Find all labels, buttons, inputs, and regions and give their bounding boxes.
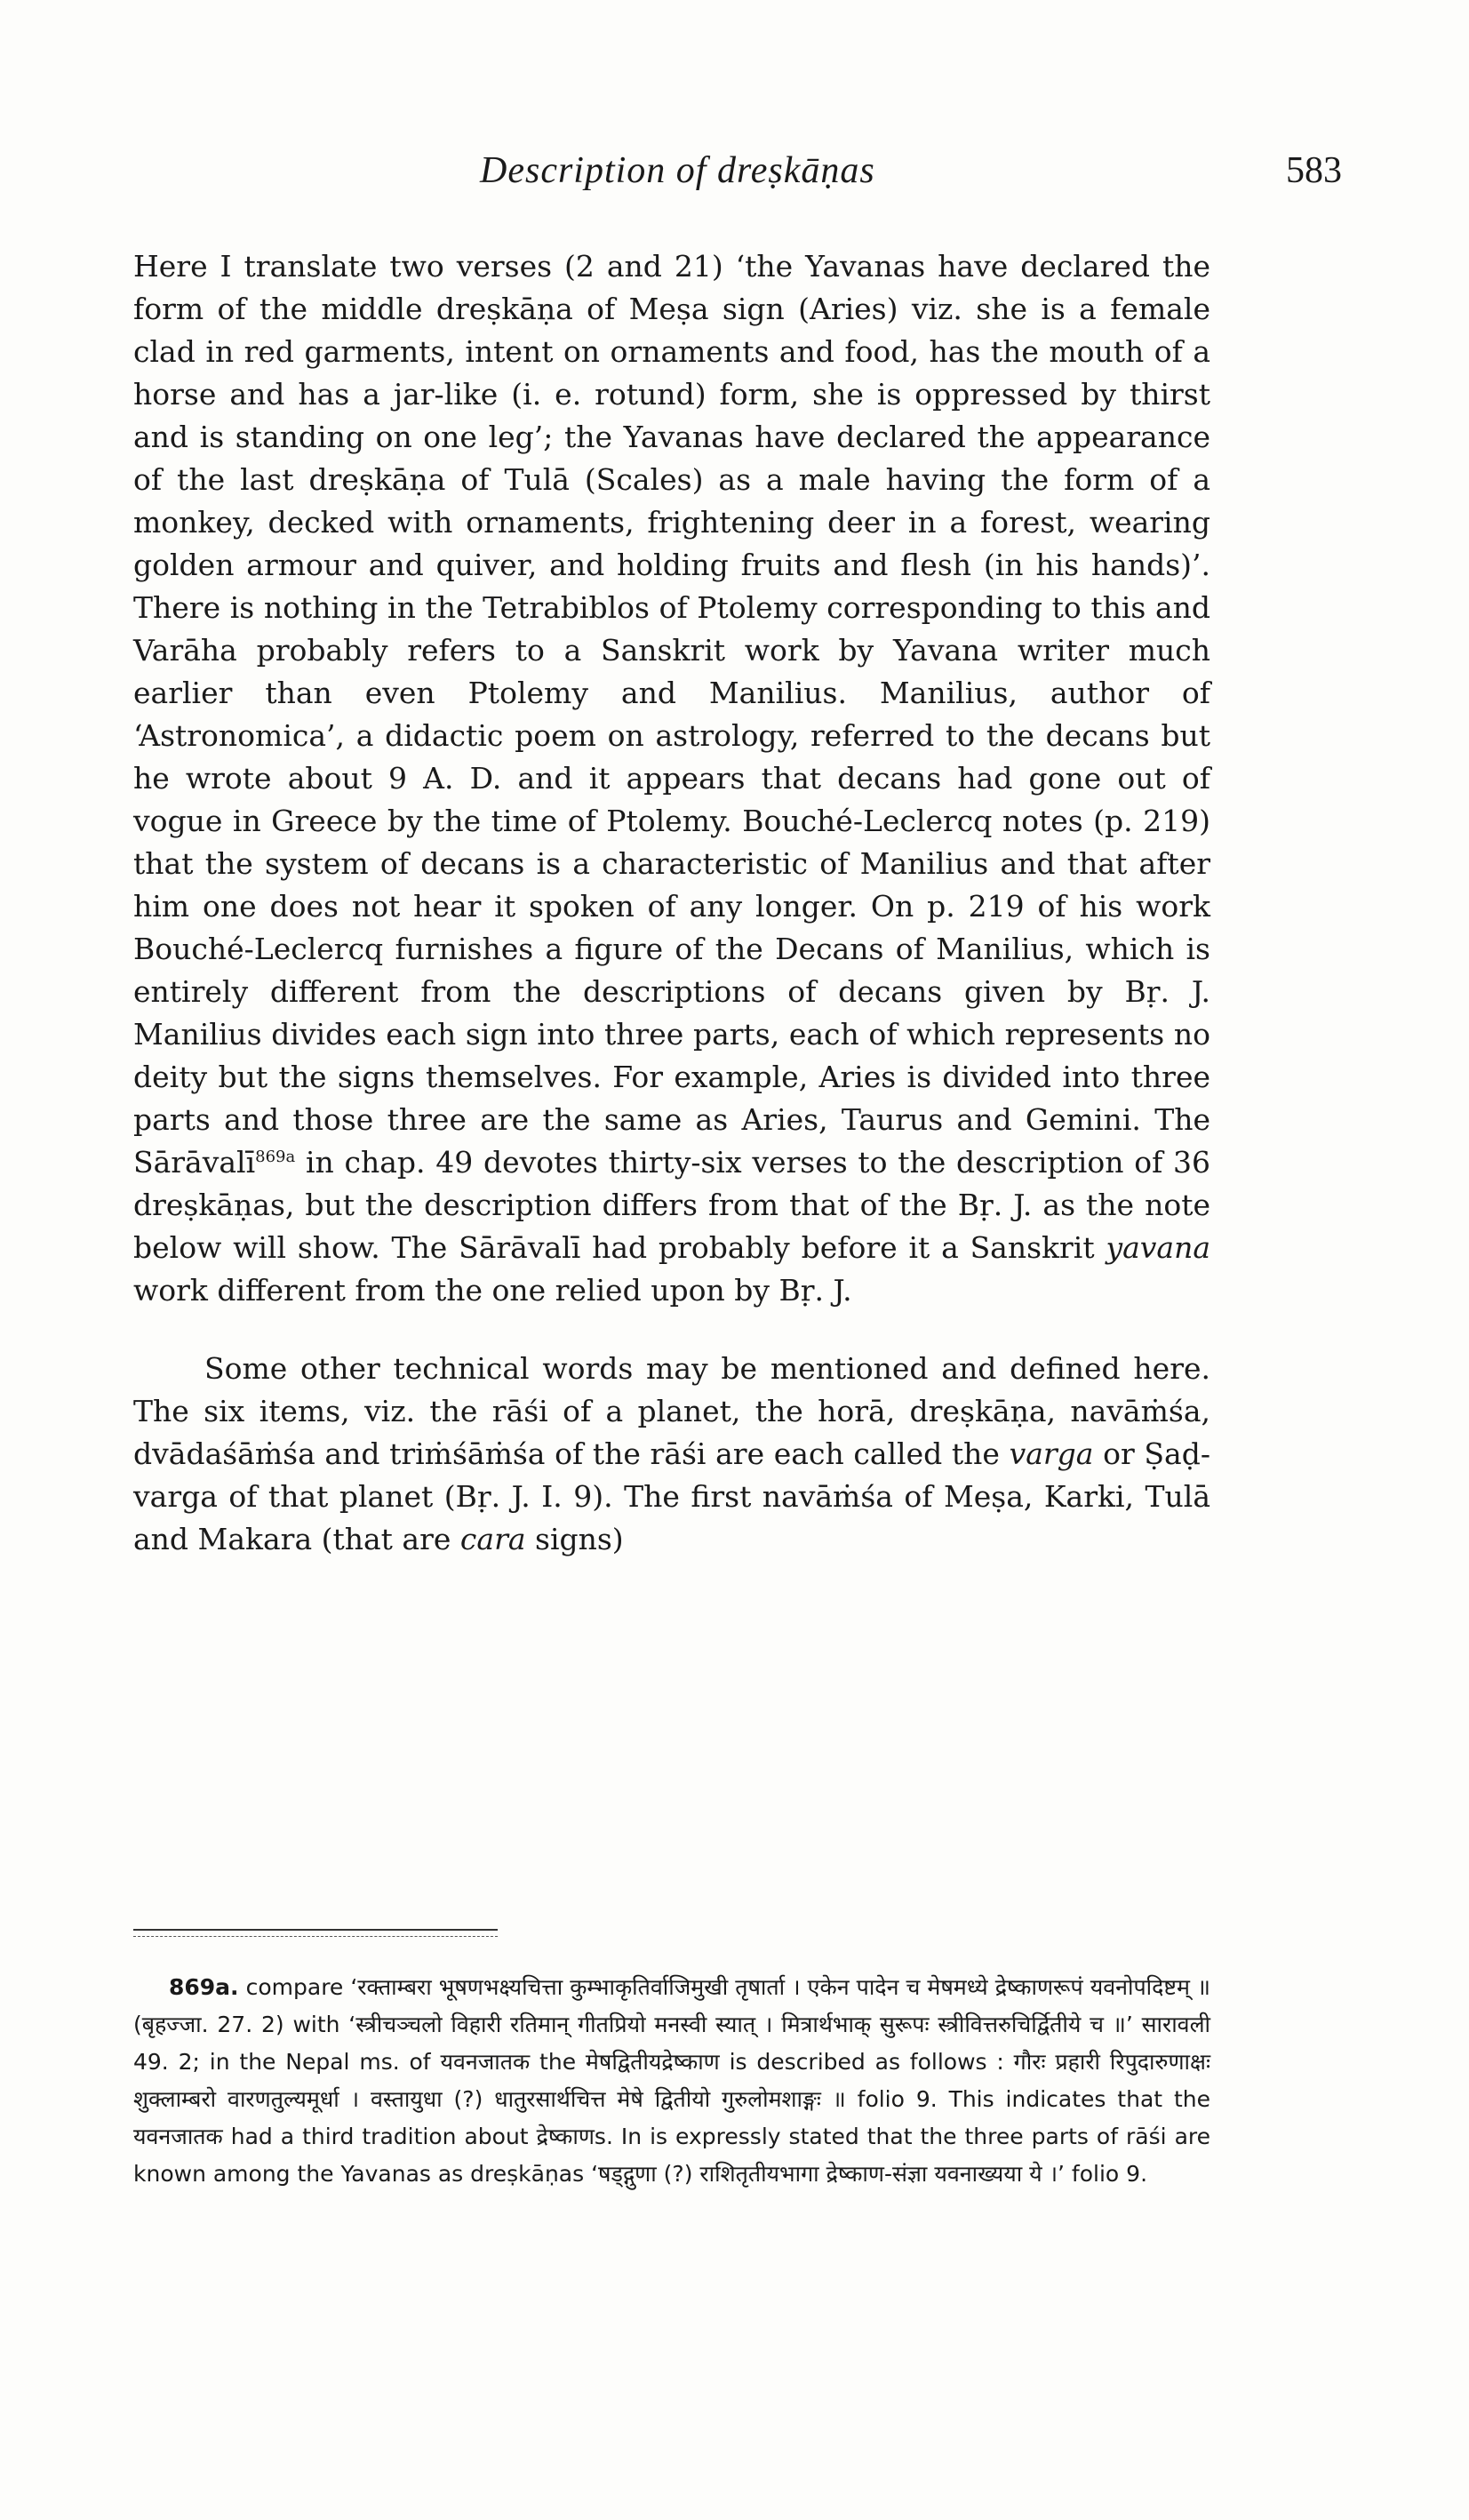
- footnote-divider: [133, 1929, 498, 1937]
- paragraph-1: [133, 245, 1210, 1312]
- footnote-reference: 869a: [255, 1148, 296, 1166]
- footnote-text: compare ‘रक्ताम्बरा भूषणभक्ष्यचित्ता कुम्भाकृतिर्वाजिमुखी तृषार्ता । एकेन पादेन च मेषमध्ये द्रेष्काणरूपं यवनोपदिष्टम् ॥ (बृहज्जा. 27. 2) with ‘स्त्रीचञ्चलो विहारी रतिमान् गीतप्रियो मनस्वी स्यात् । मित्रार्थभाक् सुरूपः स्त्रीवित्तरुचिर्द्वितीये च ॥’ सारावली 49. 2; in the Nepal ms. of यवनजातक the मेषद्वितीयद्रेष्काण is described as follows : गौरः प्रहारी रिपुदारुणाक्षः शुक्लाम्बरो वारणतुल्यमूर्धा । वस्तायुधा (?) धातुरसार्थचित्त मेषे द्वितीयो गुरुलोमशाङ्गः ॥ folio 9. This indicates that the यवनजातक had a third tradition about द्रेष्काणs. In is expressly stated that the three parts of rāśi are known among the Yavanas as dreṣkāṇas ‘षड्द्गुणा (?) राशितृतीयभागा द्रेष्काण-संज्ञा यवनाख्यया ये ।’ folio 9.: [133, 1974, 1210, 2187]
- paragraph-1-text: Here I translate two verses (2 and 21) ‘the Yavanas have declared the form of the middle dreṣkāṇa of Meṣa sign (Aries) viz. she is a female clad in red garments, intent on ornaments and food, has the mouth of a horse and has a jar-like (i. e. rotund) form, she is oppressed by thirst and is standing on one leg’; the Yavanas have declared the appearance of the last dreṣkāṇa of Tulā (Scales) as a male having the form of a monkey, decked with ornaments, frightening deer in a forest, wearing golden armour and quiver, and holding fruits and flesh (in his hands)’. There is nothing in the Tetrabiblos of Ptolemy corresponding to this and Varāha probably refers to a Sanskrit work by Yavana writer much earlier than even Ptolemy and Manilius. Manilius, author of ‘Astronomica’, a didactic poem on astrology, referred to the decans but he wrote about 9 A. D. and it appears that decans had gone out of vogue in Greece by the time of Ptolemy. Bouché-Leclercq notes (p. 219) that the system of decans is a characteristic of Manilius and that after him one does not hear it spoken of any longer. On p. 219 of his work Bouché-Leclercq furnishes a figure of the Decans of Manilius, which is entirely different from the descriptions of decans given by Bṛ. J. Manilius divides each sign into three parts, each of which represents no deity but the signs themselves. For example, Aries is divided into three parts and those three are the same as Aries, Taurus and Gemini. The Sārāvalī: [133, 249, 1210, 1180]
- paragraph-2: [133, 1348, 1210, 1561]
- paragraph-2-c: signs): [525, 1522, 624, 1556]
- page-number: 583: [1286, 150, 1342, 191]
- paragraph-1-end: work different from the one relied upon by Bṛ. J.: [133, 1273, 852, 1308]
- paragraph-2-a: Some other technical words may be mentioned and defined here. The six items, viz. the rāśi of a planet, the horā, dreṣkāṇa, navāṁśa, dvādaśāṁśa and triṁśāṁśa of the rāśi are each called the: [133, 1351, 1210, 1471]
- paragraph-2-b: or Ṣaḍ-varga of that planet (Bṛ. J. I. 9). The first navāṁśa of Meṣa, Karki, Tulā and Makara (that are: [133, 1436, 1210, 1556]
- footnote: [133, 1969, 1210, 2193]
- italic-yavana: yavana: [1106, 1230, 1210, 1265]
- main-text: [133, 245, 1210, 1561]
- italic-varga: varga: [1009, 1436, 1094, 1471]
- italic-cara: cara: [459, 1522, 526, 1556]
- paragraph-1-tail: in chap. 49 devotes thirty-six verses to the description of 36 dreṣkāṇas, but the description differs from that of the Bṛ. J. as the note below will show. The Sārāvalī had probably before it a Sanskrit: [133, 1145, 1210, 1265]
- running-head: [133, 149, 1342, 203]
- footnote-number: 869a.: [169, 1974, 239, 2000]
- running-title: Description of dreṣkāṇas: [480, 150, 875, 191]
